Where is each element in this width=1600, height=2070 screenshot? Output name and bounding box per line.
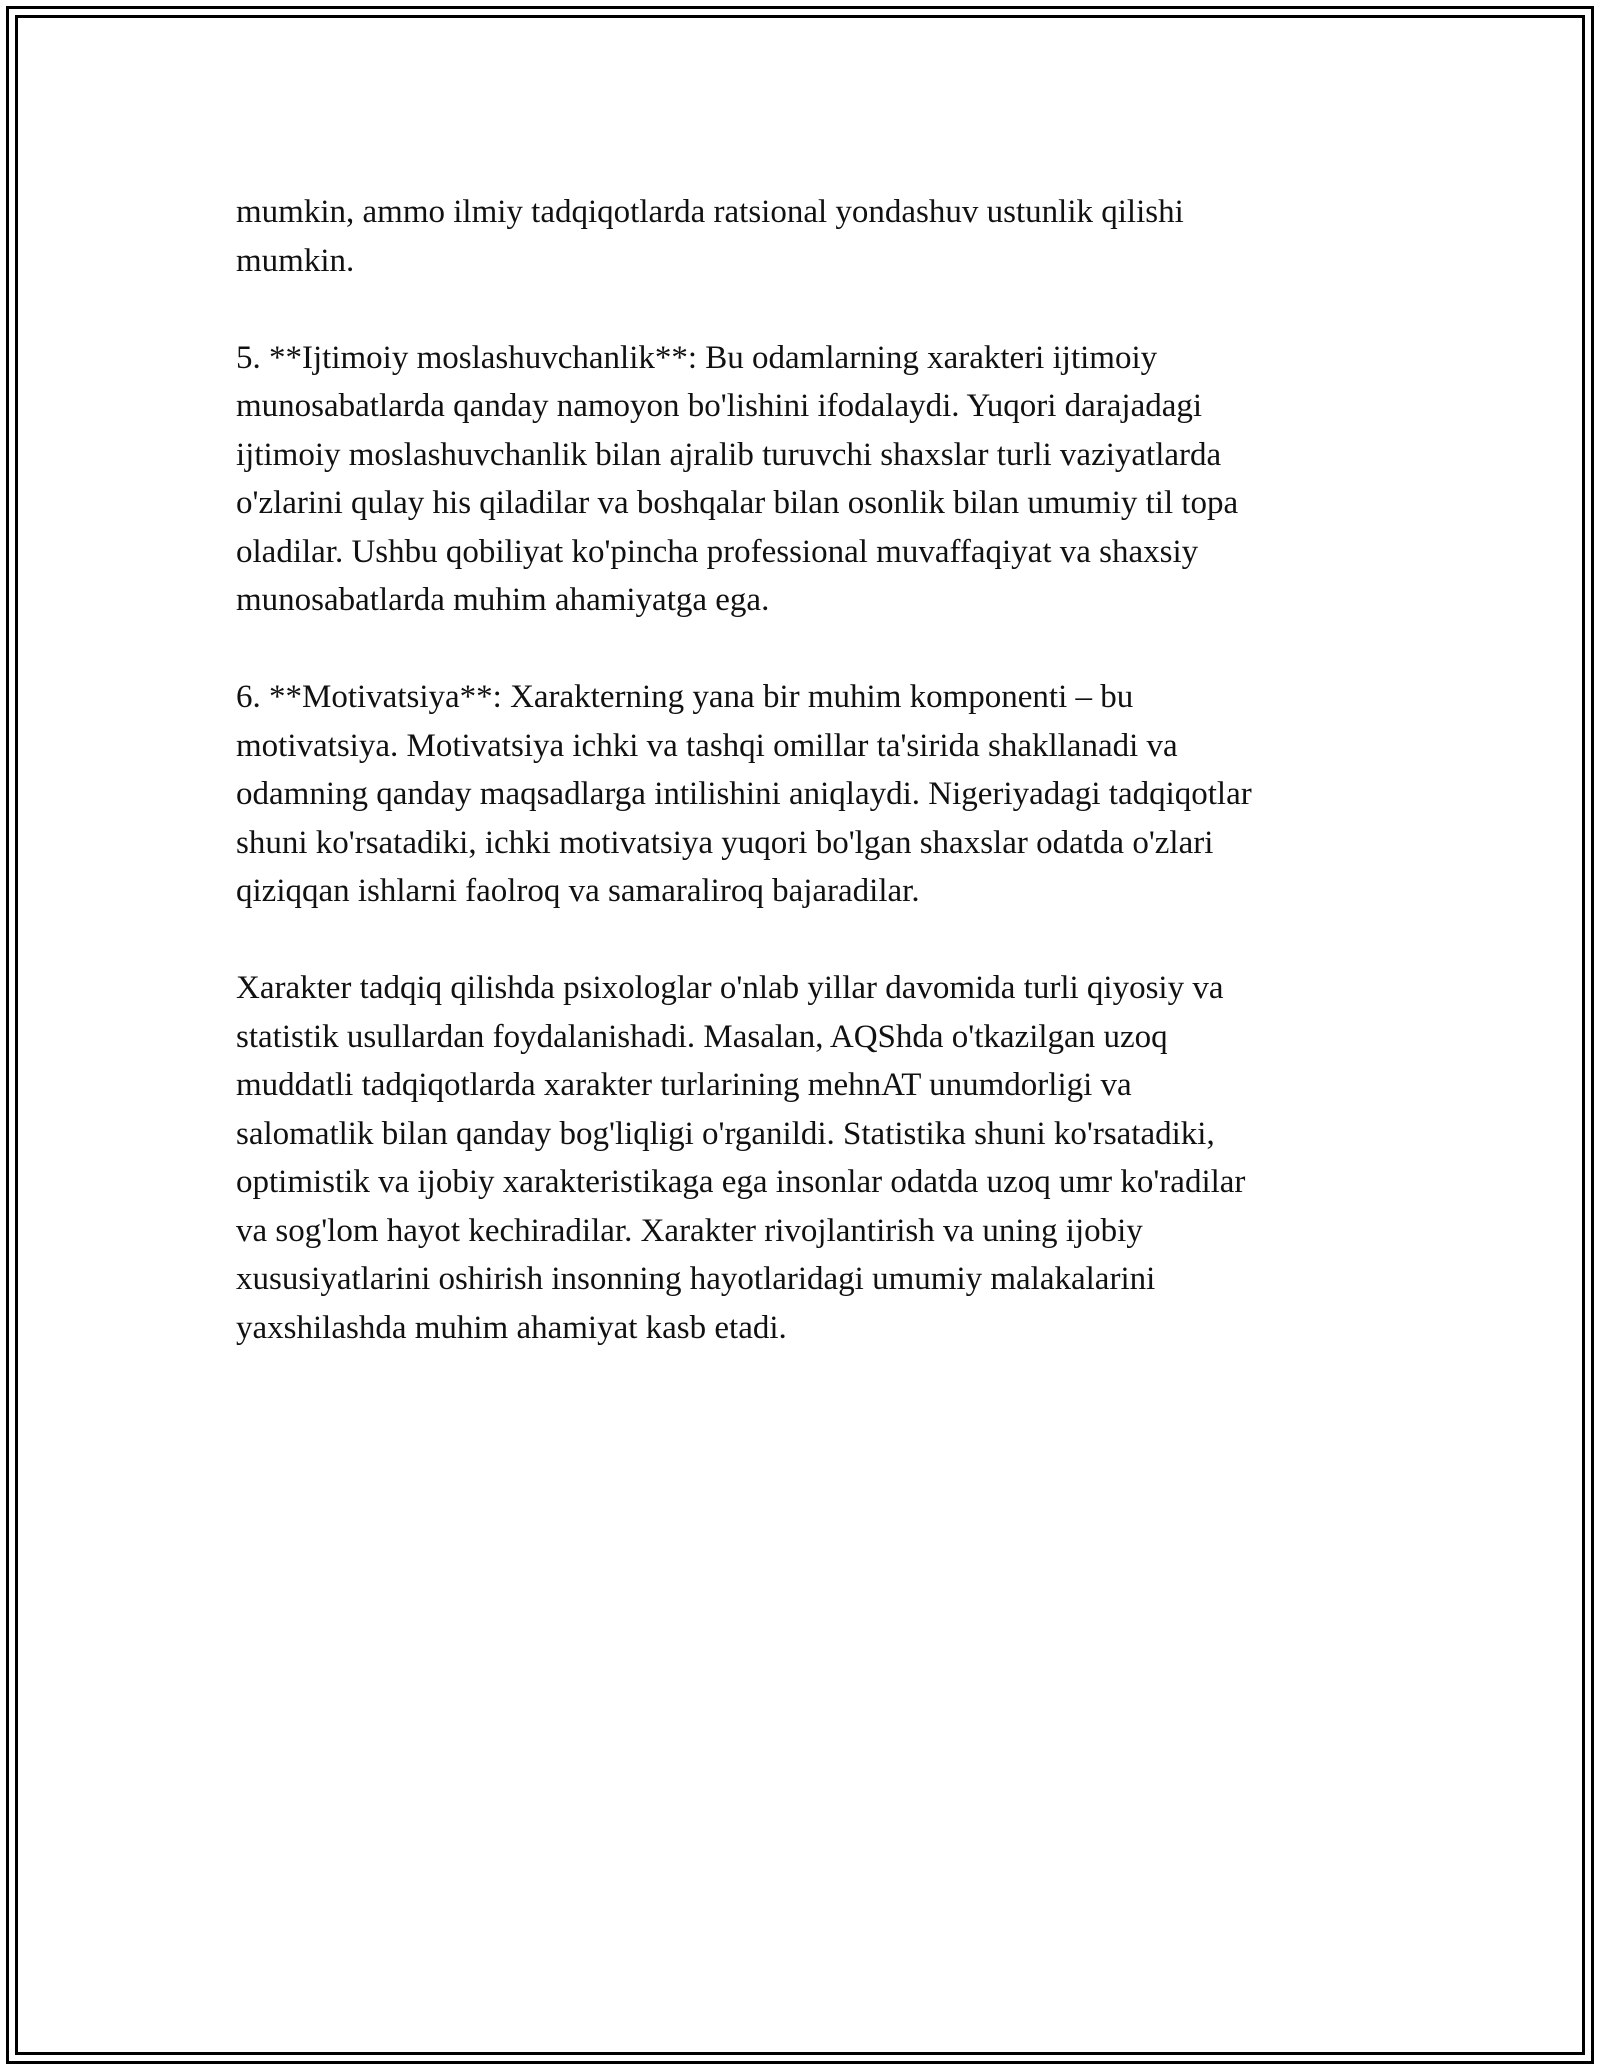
document-body bbox=[236, 188, 1388, 1401]
paragraph-research-methods: Xarakter tadqiq qilishda psixologlar o'nlab yillar davomida turli qiyosiy va statistik usullardan foydalanishadi. Masalan, AQShda o'tkazilgan uzoq muddatli tadqiqotlarda xarakter turlarining mehnAT unumdorligi va salomatlik bilan qanday bog'liqligi o'rganildi. Statistika shuni ko'rsatadiki, optimistik va ijobiy xarakteristikaga ega insonlar odatda uzoq umr ko'radilar va sog'lom hayot kechiradilar. Xarakter rivojlantirish va uning ijobiy xususiyatlarini oshirish insonning hayotlaridagi umumiy malakalarini yaxshilashda muhim ahamiyat kasb etadi. bbox=[236, 970, 1246, 1346]
paragraph-continuation: mumkin, ammo ilmiy tadqiqotlarda ratsional yondashuv ustunlik qilishi mumkin. bbox=[236, 194, 1184, 279]
paragraph-motivation: 6. **Motivatsiya**: Xarakterning yana bir muhim komponenti – bu motivatsiya. Motivatsiya ichki va tashqi omillar ta'sirida shakllanadi va odamning qanday maqsadlarga intilishini aniqlaydi. Nigeriyadagi tadqiqotlar shuni ko'rsatadiki, ichki motivatsiya yuqori bo'lgan shaxslar odatda o'zlari qiziqqan ishlarni faolroq va samaraliroq bajaradilar. bbox=[236, 679, 1252, 909]
paragraph-social-adaptability: 5. **Ijtimoiy moslashuvchanlik**: Bu odamlarning xarakteri ijtimoiy munosabatlarda qanday namoyon bo'lishini ifodalaydi. Yuqori darajadagi ijtimoiy moslashuvchanlik bilan ajralib turuvchi shaxslar turli vaziyatlarda o'zlarini qulay his qiladilar va boshqalar bilan osonlik bilan umumiy til topa oladilar. Ushbu qobiliyat ko'pincha professional muvaffaqiyat va shaxsiy munosabatlarda muhim ahamiyatga ega. bbox=[236, 339, 1239, 618]
